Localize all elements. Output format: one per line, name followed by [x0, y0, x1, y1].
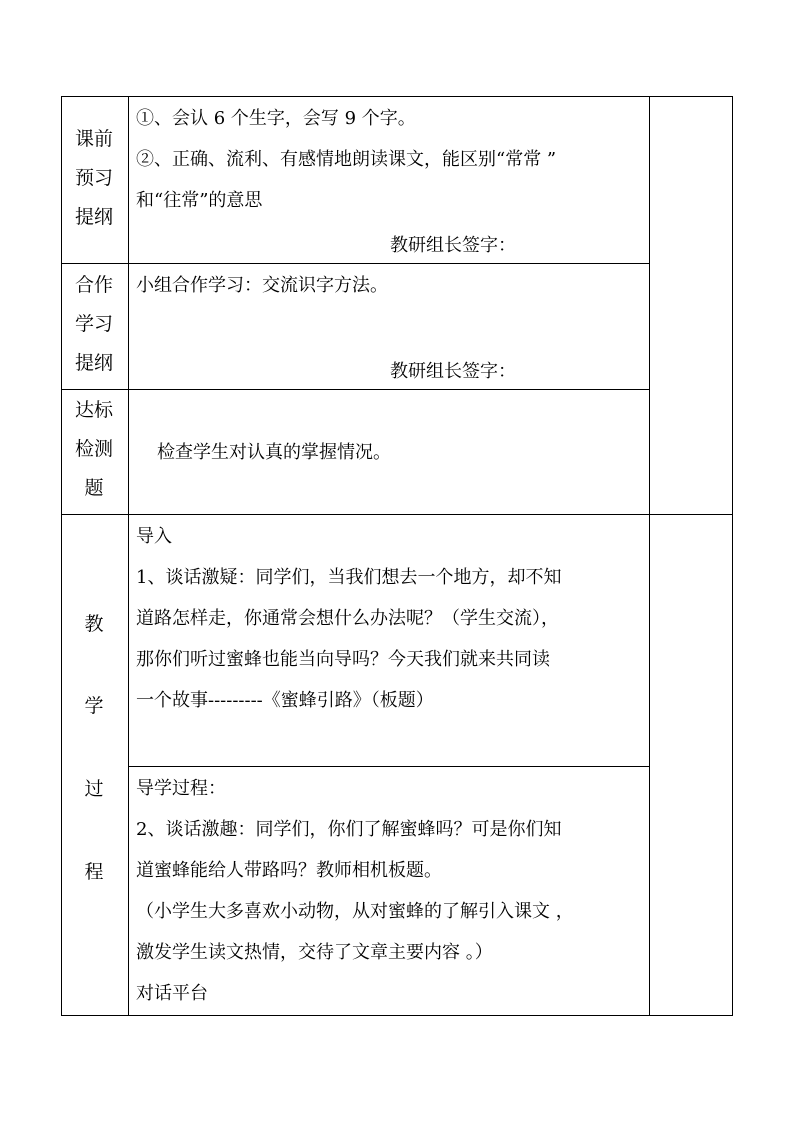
content-line: 2、谈话激趣：同学们，你们了解蜜蜂吗？可是你们知: [136, 819, 562, 840]
signature-label: 教研组长签字：: [390, 235, 516, 256]
row-divider-2: [61, 389, 649, 390]
process-label-char: 学: [84, 695, 104, 717]
label-line: 课前: [74, 128, 113, 150]
label-line: 提纲: [74, 206, 113, 228]
label-line: 提纲: [74, 352, 113, 374]
content-line: 对话平台: [136, 983, 208, 1004]
signature-label: 教研组长签字：: [390, 361, 516, 382]
label-line: 检测: [74, 438, 113, 460]
content-line: 道蜜蜂能给人带路吗？教师相机板题。: [136, 860, 442, 881]
content-line: 导学过程：: [136, 778, 226, 799]
label-line: 预习: [74, 167, 113, 189]
preview-outline-label: [61, 120, 127, 237]
process-label-char: 教: [84, 613, 104, 635]
content-line: 道路怎样走，你通常会想什么办法呢？（学生交流），: [136, 608, 559, 629]
assessment-content: 检查学生对认真的掌握情况。: [157, 442, 391, 463]
assessment-label: [61, 391, 127, 508]
content-line: 那你们听过蜜蜂也能当向导吗？今天我们就来共同读: [136, 649, 550, 670]
label-line: 达标: [74, 399, 113, 421]
row-divider-3: [61, 514, 733, 515]
content-line: 导入: [136, 526, 172, 547]
label-column-divider: [128, 96, 129, 1016]
content-line: 和“往常”的意思: [136, 190, 263, 211]
content-line: ①、会认 6 个生字，会写 9 个字。: [136, 108, 416, 129]
table-border-right: [732, 96, 733, 1016]
label-line: 学习: [74, 313, 113, 335]
preview-outline-content: [136, 98, 556, 221]
content-line: 激发学生读文热情，交待了文章主要内容 。）: [136, 942, 493, 963]
process-label-char: 过: [84, 778, 104, 800]
introduction-content: [136, 516, 561, 721]
label-line: 题: [84, 477, 104, 499]
content-line: 小组合作学习：交流识字方法。: [136, 275, 388, 296]
row-divider-1: [61, 263, 649, 264]
table-border-bottom: [61, 1015, 733, 1016]
cooperative-learning-content: [136, 265, 388, 306]
guided-learning-content: [136, 768, 574, 1014]
table-border-top: [61, 96, 733, 97]
label-line: 合作: [74, 274, 113, 296]
content-line: （小学生大多喜欢小动物，从对蜜蜂的了解引入课文 ，: [136, 901, 574, 922]
cooperative-learning-label: [61, 266, 127, 383]
cell-divider-process: [128, 766, 649, 767]
content-line: 1、谈话激疑：同学们，当我们想去一个地方，却不知: [136, 567, 562, 588]
notes-column-divider: [649, 96, 650, 1016]
content-line: 一个故事---------《蜜蜂引路》（板题）: [136, 690, 434, 711]
content-line: ②、正确、流利、有感情地朗读课文，能区别“常常 ”: [136, 149, 557, 170]
process-label-char: 程: [84, 861, 104, 883]
